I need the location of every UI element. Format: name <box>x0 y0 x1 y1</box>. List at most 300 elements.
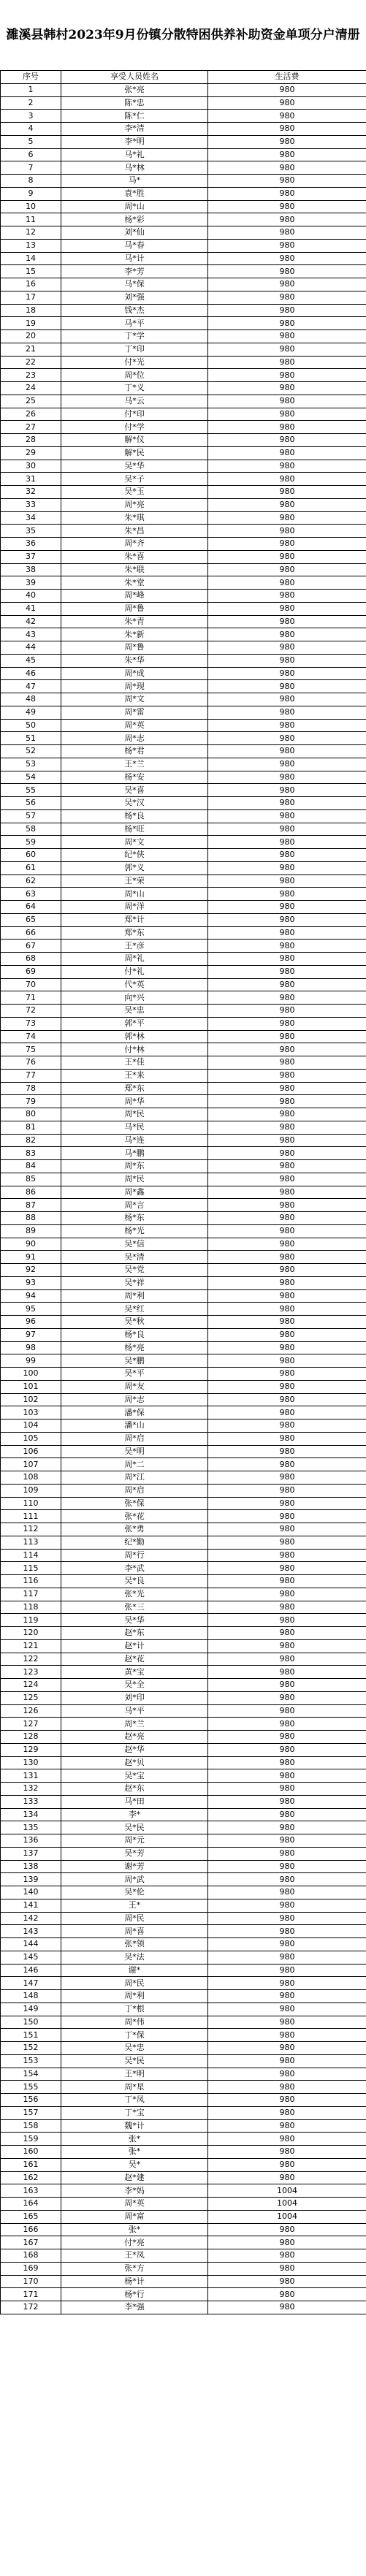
row-index-cell: 116 <box>1 1575 61 1588</box>
recipient-name-cell: 吴*玉 <box>61 486 208 499</box>
row-index-cell: 165 <box>1 2210 61 2223</box>
living-allowance-cell: 980 <box>208 2068 366 2081</box>
recipient-name-cell: 周*友 <box>61 1380 208 1393</box>
living-allowance-cell: 980 <box>208 1873 366 1886</box>
table-row <box>1 1769 366 1783</box>
row-index-cell: 148 <box>1 1990 61 2003</box>
living-allowance-cell: 980 <box>208 771 366 784</box>
recipient-name-cell: 张* <box>61 2146 208 2159</box>
living-allowance-cell: 980 <box>208 719 366 732</box>
row-index-cell: 167 <box>1 2236 61 2249</box>
recipient-name-cell: 周*文 <box>61 836 208 849</box>
table-row <box>1 161 366 175</box>
table-row <box>1 2301 366 2314</box>
table-row <box>1 200 366 213</box>
recipient-name-cell: 周*江 <box>61 1471 208 1485</box>
recipient-name-cell: 周*星 <box>61 2081 208 2094</box>
recipient-name-cell: 杨*旺 <box>61 823 208 836</box>
living-allowance-cell: 980 <box>208 1588 366 1601</box>
recipient-name-cell: 纪*勤 <box>61 1536 208 1549</box>
table-row <box>1 1795 366 1808</box>
table-row <box>1 1368 366 1381</box>
row-index-cell: 138 <box>1 1860 61 1873</box>
row-index-cell: 136 <box>1 1834 61 1848</box>
table-row <box>1 123 366 136</box>
recipient-name-cell: 马*保 <box>61 278 208 291</box>
recipient-name-cell: 解*民 <box>61 446 208 460</box>
recipient-name-cell: 丁*根 <box>61 2003 208 2016</box>
row-index-cell: 94 <box>1 1289 61 1303</box>
table-row <box>1 356 366 369</box>
living-allowance-cell: 980 <box>208 343 366 356</box>
living-allowance-cell: 980 <box>208 1134 366 1147</box>
table-row <box>1 486 366 499</box>
living-allowance-cell: 980 <box>208 809 366 823</box>
table-row <box>1 1731 366 1744</box>
living-allowance-cell: 980 <box>208 1341 366 1354</box>
recipient-name-cell: 吴*华 <box>61 460 208 473</box>
row-index-cell: 89 <box>1 1224 61 1238</box>
row-index-cell: 34 <box>1 511 61 525</box>
row-index-cell: 76 <box>1 1056 61 1070</box>
table-row <box>1 809 366 823</box>
recipient-name-cell: 吴*忠 <box>61 2042 208 2055</box>
table-row <box>1 304 366 317</box>
row-index-cell: 108 <box>1 1471 61 1485</box>
table-row <box>1 706 366 719</box>
living-allowance-cell: 980 <box>208 991 366 1005</box>
table-row <box>1 395 366 408</box>
recipient-name-cell: 周*鲁 <box>61 602 208 615</box>
recipient-name-cell: 朱*琪 <box>61 511 208 525</box>
living-allowance-cell: 980 <box>208 161 366 175</box>
row-index-cell: 172 <box>1 2301 61 2314</box>
living-allowance-cell: 980 <box>208 123 366 136</box>
table-row <box>1 1627 366 1640</box>
row-index-cell: 90 <box>1 1238 61 1251</box>
table-row <box>1 1380 366 1393</box>
table-row <box>1 1808 366 1821</box>
table-row <box>1 1549 366 1562</box>
living-allowance-cell: 980 <box>208 1808 366 1821</box>
row-index-cell: 7 <box>1 161 61 175</box>
table-row <box>1 1990 366 2003</box>
row-index-cell: 19 <box>1 317 61 330</box>
table-row <box>1 874 366 888</box>
living-allowance-cell: 980 <box>208 836 366 849</box>
table-row <box>1 2198 366 2211</box>
living-allowance-cell: 980 <box>208 926 366 940</box>
row-index-cell: 73 <box>1 1017 61 1030</box>
table-row <box>1 1783 366 1796</box>
row-index-cell: 75 <box>1 1043 61 1056</box>
recipient-name-cell: 潘*山 <box>61 1420 208 1433</box>
row-index-cell: 96 <box>1 1316 61 1329</box>
recipient-name-cell: 周*民 <box>61 1108 208 1121</box>
living-allowance-cell: 980 <box>208 1289 366 1303</box>
row-index-cell: 9 <box>1 187 61 200</box>
row-index-cell: 70 <box>1 978 61 991</box>
living-allowance-cell: 980 <box>208 369 366 382</box>
recipient-name-cell: 周*志 <box>61 732 208 745</box>
recipient-name-cell: 杨*良 <box>61 1328 208 1341</box>
recipient-name-cell: 赵*东 <box>61 1627 208 1640</box>
recipient-name-cell: 杨*良 <box>61 809 208 823</box>
row-index-cell: 121 <box>1 1639 61 1653</box>
row-index-cell: 2 <box>1 96 61 110</box>
row-index-cell: 66 <box>1 926 61 940</box>
living-allowance-cell: 980 <box>208 525 366 538</box>
living-allowance-cell: 980 <box>208 823 366 836</box>
table-row <box>1 2171 366 2184</box>
living-allowance-cell: 980 <box>208 1108 366 1121</box>
living-allowance-cell: 980 <box>208 486 366 499</box>
row-index-cell: 146 <box>1 1964 61 1977</box>
row-index-cell: 162 <box>1 2171 61 2184</box>
row-index-cell: 23 <box>1 369 61 382</box>
table-row <box>1 2146 366 2159</box>
row-index-cell: 16 <box>1 278 61 291</box>
living-allowance-cell: 980 <box>208 498 366 511</box>
recipient-name-cell: 周*启 <box>61 1432 208 1445</box>
recipient-name-cell: 吴*红 <box>61 1303 208 1316</box>
living-allowance-cell: 980 <box>208 1160 366 1173</box>
recipient-name-cell: 吴*鹏 <box>61 1354 208 1368</box>
living-allowance-cell: 980 <box>208 1328 366 1341</box>
table-row <box>1 1056 366 1070</box>
table-row <box>1 602 366 615</box>
recipient-name-cell: 张*勇 <box>61 1523 208 1536</box>
row-index-cell: 35 <box>1 525 61 538</box>
recipient-name-cell: 马* <box>61 175 208 188</box>
recipient-name-cell: 吴*华 <box>61 1614 208 1627</box>
row-index-cell: 43 <box>1 628 61 641</box>
living-allowance-cell: 980 <box>208 732 366 745</box>
living-allowance-cell: 980 <box>208 1017 366 1030</box>
row-index-cell: 77 <box>1 1069 61 1082</box>
recipient-name-cell: 郭*义 <box>61 861 208 874</box>
living-allowance-cell: 980 <box>208 1938 366 1951</box>
recipient-name-cell: 郭*林 <box>61 1030 208 1043</box>
living-allowance-cell: 980 <box>208 1186 366 1199</box>
table-row <box>1 1639 366 1653</box>
recipient-name-cell: 吴*党 <box>61 1264 208 1277</box>
table-row <box>1 1743 366 1756</box>
row-index-cell: 123 <box>1 1666 61 1679</box>
table-row <box>1 1199 366 1212</box>
living-allowance-cell: 980 <box>208 1484 366 1497</box>
recipient-name-cell: 朱*昌 <box>61 525 208 538</box>
living-allowance-cell: 980 <box>208 291 366 304</box>
row-index-cell: 160 <box>1 2146 61 2159</box>
recipient-name-cell: 朱*华 <box>61 654 208 667</box>
recipient-name-cell: 吴*民 <box>61 2054 208 2068</box>
living-allowance-cell: 980 <box>208 965 366 978</box>
table-row <box>1 654 366 667</box>
living-allowance-cell: 980 <box>208 1743 366 1756</box>
living-allowance-cell: 980 <box>208 1704 366 1718</box>
living-allowance-cell: 980 <box>208 265 366 278</box>
recipient-name-cell: 付*林 <box>61 1043 208 1056</box>
recipient-name-cell: 吴*芳 <box>61 1847 208 1860</box>
row-index-cell: 134 <box>1 1808 61 1821</box>
living-allowance-cell: 1004 <box>208 2198 366 2211</box>
living-allowance-cell: 980 <box>208 382 366 395</box>
row-index-cell: 27 <box>1 421 61 434</box>
table-row <box>1 1212 366 1225</box>
recipient-name-cell: 马*连 <box>61 1134 208 1147</box>
living-allowance-cell: 980 <box>208 1614 366 1627</box>
living-allowance-cell: 980 <box>208 434 366 447</box>
recipient-name-cell: 张*光 <box>61 1588 208 1601</box>
living-allowance-cell: 980 <box>208 175 366 188</box>
recipient-name-cell: 周*文 <box>61 693 208 706</box>
table-row <box>1 1238 366 1251</box>
table-row <box>1 1601 366 1614</box>
row-index-cell: 5 <box>1 135 61 148</box>
living-allowance-cell: 980 <box>208 2133 366 2146</box>
living-allowance-cell: 980 <box>208 1082 366 1095</box>
table-row <box>1 265 366 278</box>
living-allowance-cell: 980 <box>208 1069 366 1082</box>
row-index-cell: 114 <box>1 1549 61 1562</box>
living-allowance-cell: 980 <box>208 1420 366 1433</box>
row-index-cell: 117 <box>1 1588 61 1601</box>
living-allowance-cell: 980 <box>208 2003 366 2016</box>
table-row <box>1 2133 366 2146</box>
living-allowance-cell: 980 <box>208 460 366 473</box>
living-allowance-cell: 980 <box>208 83 366 96</box>
recipient-name-cell: 周*东 <box>61 1160 208 1173</box>
recipient-name-cell: 周*伟 <box>61 2016 208 2029</box>
recipient-name-cell: 陈*仁 <box>61 110 208 123</box>
row-index-cell: 17 <box>1 291 61 304</box>
table-row <box>1 2249 366 2263</box>
recipient-name-cell: 周*礼 <box>61 953 208 966</box>
table-row <box>1 473 366 486</box>
recipient-name-cell: 周*鲁 <box>61 641 208 655</box>
living-allowance-cell: 980 <box>208 1536 366 1549</box>
table-row <box>1 135 366 148</box>
row-index-cell: 115 <box>1 1562 61 1575</box>
recipient-name-cell: 赵*亮 <box>61 1731 208 1744</box>
table-row <box>1 680 366 693</box>
living-allowance-cell: 980 <box>208 1251 366 1264</box>
table-row <box>1 991 366 1005</box>
table-row <box>1 1393 366 1406</box>
row-index-cell: 31 <box>1 473 61 486</box>
living-allowance-cell: 980 <box>208 1549 366 1562</box>
row-index-cell: 54 <box>1 771 61 784</box>
recipient-name-cell: 周*山 <box>61 200 208 213</box>
table-row <box>1 1276 366 1289</box>
row-index-cell: 83 <box>1 1147 61 1160</box>
row-index-cell: 78 <box>1 1082 61 1095</box>
table-row <box>1 1679 366 1692</box>
recipient-name-cell: 李*强 <box>61 2301 208 2314</box>
row-index-cell: 111 <box>1 1510 61 1523</box>
living-allowance-cell: 980 <box>208 2106 366 2119</box>
living-allowance-cell: 980 <box>208 421 366 434</box>
row-index-cell: 100 <box>1 1368 61 1381</box>
table-row <box>1 1536 366 1549</box>
recipient-name-cell: 张*三 <box>61 1601 208 1614</box>
row-index-cell: 110 <box>1 1497 61 1510</box>
row-index-cell: 80 <box>1 1108 61 1121</box>
recipient-name-cell: 李*武 <box>61 1562 208 1575</box>
recipient-name-cell: 周*峰 <box>61 590 208 603</box>
recipient-name-cell: 吴*良 <box>61 1575 208 1588</box>
table-row <box>1 1082 366 1095</box>
row-index-cell: 128 <box>1 1731 61 1744</box>
recipient-name-cell: 周*兰 <box>61 1718 208 1731</box>
living-allowance-cell: 980 <box>208 148 366 161</box>
recipient-name-cell: 朱*新 <box>61 628 208 641</box>
row-index-cell: 20 <box>1 330 61 343</box>
living-allowance-cell: 980 <box>208 1795 366 1808</box>
row-index-cell: 60 <box>1 849 61 862</box>
living-allowance-cell: 980 <box>208 1276 366 1289</box>
table-row <box>1 771 366 784</box>
row-index-cell: 147 <box>1 1977 61 1990</box>
table-row <box>1 926 366 940</box>
recipient-name-cell: 周*鑫 <box>61 1186 208 1199</box>
recipient-name-cell: 周*华 <box>61 1095 208 1108</box>
recipient-name-cell: 王*来 <box>61 1069 208 1082</box>
recipient-name-cell: 马*民 <box>61 1121 208 1134</box>
recipient-name-cell: 郑*东 <box>61 926 208 940</box>
table-header-row <box>1 71 366 84</box>
table-row <box>1 550 366 563</box>
row-index-cell: 18 <box>1 304 61 317</box>
table-row <box>1 823 366 836</box>
row-index-cell: 40 <box>1 590 61 603</box>
table-row <box>1 110 366 123</box>
recipient-name-cell: 周*洋 <box>61 901 208 914</box>
recipient-name-cell: 杨*计 <box>61 2275 208 2288</box>
table-row <box>1 1251 366 1264</box>
table-row <box>1 2016 366 2029</box>
living-allowance-cell: 980 <box>208 1212 366 1225</box>
table-row <box>1 343 366 356</box>
recipient-name-cell: 朱*喜 <box>61 550 208 563</box>
table-row <box>1 1005 366 1018</box>
recipient-name-cell: 马*林 <box>61 161 208 175</box>
table-row <box>1 408 366 421</box>
table-row <box>1 1523 366 1536</box>
row-index-cell: 142 <box>1 1912 61 1925</box>
table-row <box>1 278 366 291</box>
row-index-cell: 102 <box>1 1393 61 1406</box>
recipient-name-cell: 周*民 <box>61 1977 208 1990</box>
recipient-name-cell: 吴*信 <box>61 1238 208 1251</box>
recipient-name-cell: 王*明 <box>61 2068 208 2081</box>
living-allowance-cell: 980 <box>208 1847 366 1860</box>
living-allowance-cell: 980 <box>208 2042 366 2055</box>
table-row <box>1 1354 366 1368</box>
living-allowance-cell: 980 <box>208 1951 366 1964</box>
table-row <box>1 2223 366 2236</box>
living-allowance-cell: 980 <box>208 2223 366 2236</box>
living-allowance-cell: 980 <box>208 511 366 525</box>
living-allowance-cell: 980 <box>208 1666 366 1679</box>
recipient-name-cell: 郑*计 <box>61 913 208 926</box>
table-row <box>1 861 366 874</box>
living-allowance-cell: 980 <box>208 135 366 148</box>
row-index-cell: 63 <box>1 888 61 901</box>
row-index-cell: 85 <box>1 1173 61 1186</box>
living-allowance-cell: 980 <box>208 1860 366 1873</box>
row-index-cell: 125 <box>1 1691 61 1704</box>
recipient-name-cell: 吴*子 <box>61 473 208 486</box>
row-index-cell: 88 <box>1 1212 61 1225</box>
recipient-name-cell: 杨*东 <box>61 1212 208 1225</box>
row-index-cell: 112 <box>1 1523 61 1536</box>
table-row <box>1 1108 366 1121</box>
row-index-cell: 81 <box>1 1121 61 1134</box>
living-allowance-cell: 980 <box>208 96 366 110</box>
row-index-cell: 144 <box>1 1938 61 1951</box>
table-row <box>1 1224 366 1238</box>
recipient-name-cell: 杨*安 <box>61 771 208 784</box>
row-index-cell: 95 <box>1 1303 61 1316</box>
recipient-name-cell: 李*明 <box>61 135 208 148</box>
table-row <box>1 1562 366 1575</box>
recipient-name-cell: 吴*明 <box>61 1445 208 1458</box>
living-allowance-cell: 980 <box>208 874 366 888</box>
recipient-name-cell: 代*英 <box>61 978 208 991</box>
table-row <box>1 1977 366 1990</box>
recipient-name-cell: 解*仪 <box>61 434 208 447</box>
table-body <box>1 83 366 2314</box>
row-index-cell: 137 <box>1 1847 61 1860</box>
recipient-name-cell: 马*计 <box>61 252 208 265</box>
recipient-name-cell: 周*喜 <box>61 1925 208 1938</box>
row-index-cell: 58 <box>1 823 61 836</box>
living-allowance-cell: 980 <box>208 446 366 460</box>
row-index-cell: 13 <box>1 239 61 252</box>
recipient-name-cell: 王*佳 <box>61 1056 208 1070</box>
table-row <box>1 1420 366 1433</box>
recipient-name-cell: 马*鹏 <box>61 1147 208 1160</box>
row-index-cell: 84 <box>1 1160 61 1173</box>
recipient-name-cell: 张* <box>61 2133 208 2146</box>
row-index-cell: 120 <box>1 1627 61 1640</box>
living-allowance-cell: 980 <box>208 590 366 603</box>
recipient-name-cell: 周*志 <box>61 1393 208 1406</box>
row-index-cell: 170 <box>1 2275 61 2288</box>
table-row <box>1 2106 366 2119</box>
row-index-cell: 118 <box>1 1601 61 1614</box>
row-index-cell: 36 <box>1 538 61 551</box>
recipient-name-cell: 纪*侠 <box>61 849 208 862</box>
row-index-cell: 140 <box>1 1886 61 1899</box>
recipient-name-cell: 杨*行 <box>61 2288 208 2301</box>
row-index-cell: 61 <box>1 861 61 874</box>
recipient-name-cell: 马*平 <box>61 317 208 330</box>
living-allowance-cell: 980 <box>208 395 366 408</box>
table-row <box>1 460 366 473</box>
recipient-name-cell: 赵*华 <box>61 1743 208 1756</box>
row-index-cell: 152 <box>1 2042 61 2055</box>
recipient-name-cell: 周*成 <box>61 667 208 680</box>
row-index-cell: 103 <box>1 1406 61 1420</box>
living-allowance-cell: 980 <box>208 1575 366 1588</box>
recipient-name-cell: 张*保 <box>61 1497 208 1510</box>
column-header-name: 享受人员姓名 <box>61 71 208 84</box>
living-allowance-cell: 980 <box>208 1718 366 1731</box>
recipient-name-cell: 刘*仙 <box>61 226 208 240</box>
